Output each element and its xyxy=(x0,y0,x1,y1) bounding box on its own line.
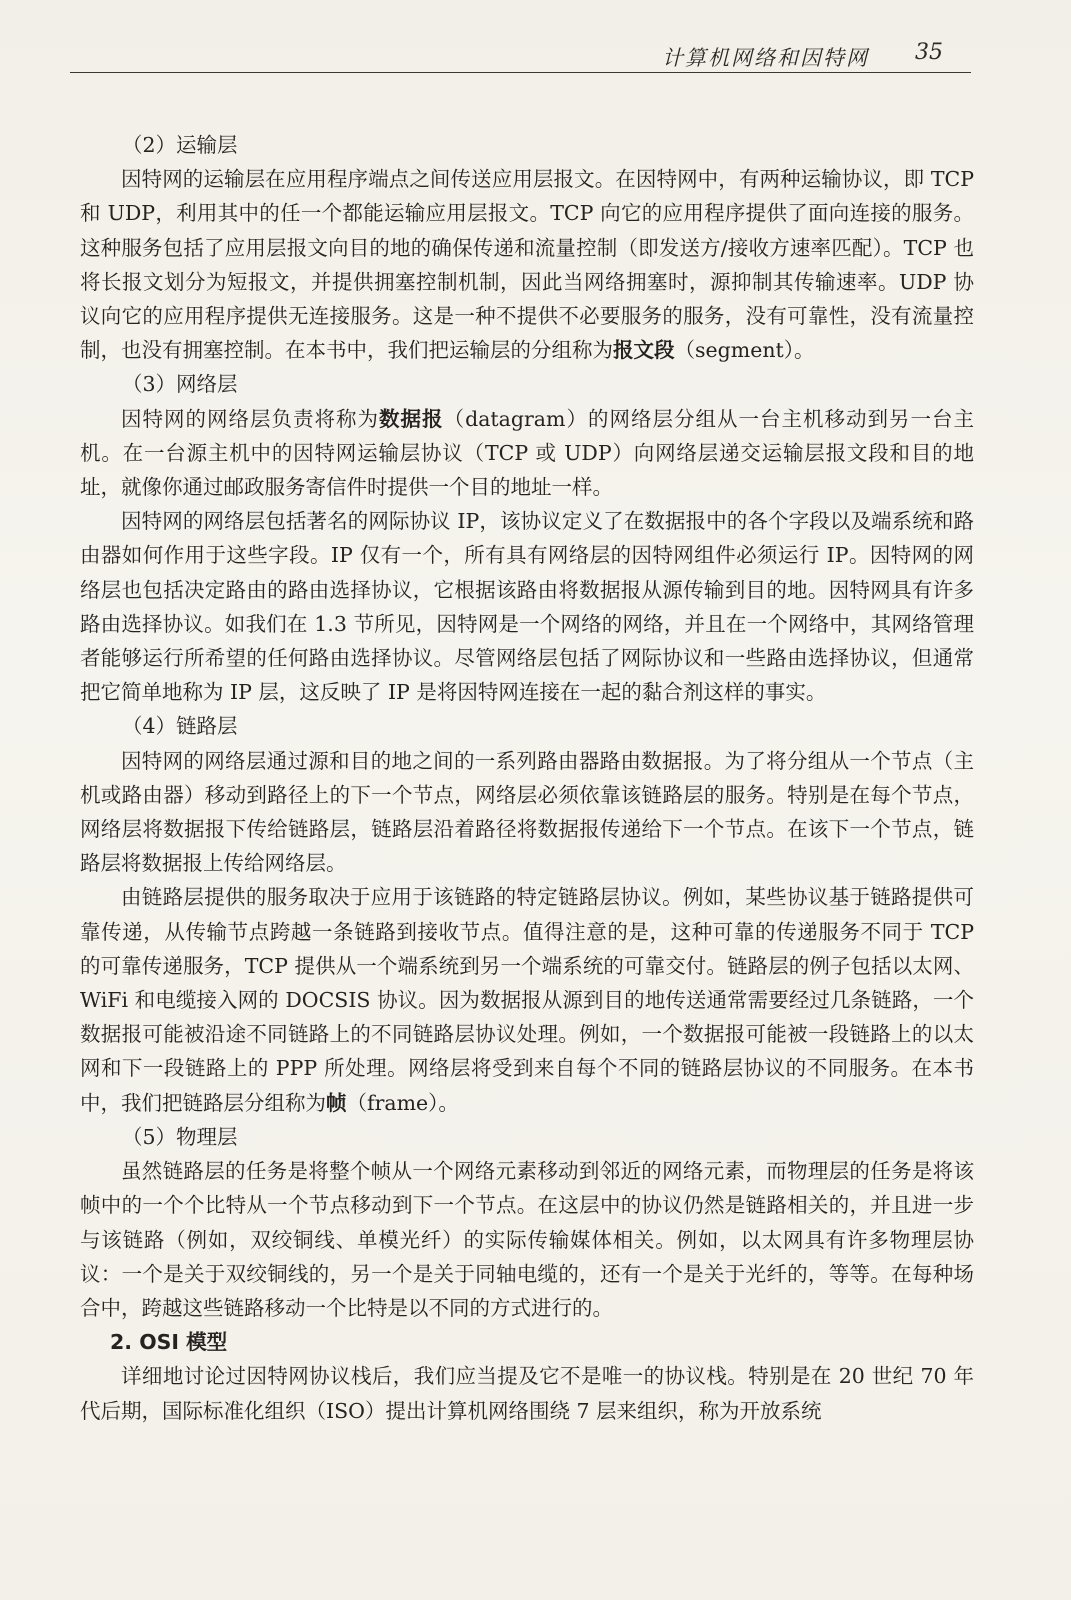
paragraph-link-layer-2 xyxy=(80,880,974,1119)
term-frame: 帧 xyxy=(326,1090,347,1115)
paragraph-text: （segment）。 xyxy=(674,338,815,363)
running-header xyxy=(70,38,971,73)
paragraph-network-layer-2: 因特网的网络层包括著名的网际协议 IP，该协议定义了在数据报中的各个字段以及端系统和路由器如何作用于这些字段。IP 仅有一个，所有具有网络层的因特网组件必须运行 IP。因特网的网络层也包括决定路由的路由选择协议，它根据该路由将数据报从源传输到目的地。因特网具有许多路由选择协议。如我们在 1.3 节所见，因特网是一个网络的网络，并且在一个网络中，其网络管理者能够运行所希望的任何路由选择协议。尽管网络层包括了网际协议和一些路由选择协议，但通常把它简单地称为 IP 层，这反映了 IP 是将因特网连接在一起的黏合剂这样的事实。 xyxy=(80,509,974,705)
running-header-title: 计算机网络和因特网 xyxy=(662,46,869,70)
paragraph-osi-model: 详细地讨论过因特网协议栈后，我们应当提及它不是唯一的协议栈。特别是在 20 世纪 70 年代后期，国际标准化组织（ISO）提出计算机网络围绕 7 层来组织，称为开放系统 xyxy=(80,1364,974,1423)
page-number: 35 xyxy=(915,40,943,65)
paragraph-network-layer-1 xyxy=(80,402,974,505)
paragraph-text: 因特网的网络层负责将称为 xyxy=(121,406,380,431)
heading-physical-layer: （5）物理层 xyxy=(122,1124,238,1149)
heading-network-layer: （3）网络层 xyxy=(122,372,238,397)
heading-transport-layer: （2）运输层 xyxy=(122,133,238,157)
heading-osi-model: 2. OSI 模型 xyxy=(110,1330,228,1355)
page-body xyxy=(80,128,974,1428)
paragraph-physical-layer: 虽然链路层的任务是将整个帧从一个网络元素移动到邻近的网络元素，而物理层的任务是将该帧中的一个个比特从一个节点移动到下一个节点。在这层中的协议仍然是链路相关的，并且进一步与该链路（例如，双绞铜线、单模光纤）的实际传输媒体相关。例如，以太网具有许多物理层协议：一个是关于双绞铜线的，另一个是关于同轴电缆的，还有一个是关于光纤的，等等。在每种场合中，跨越这些链路移动一个比特是以不同的方式进行的。 xyxy=(80,1159,974,1320)
heading-link-layer: （4）链路层 xyxy=(122,714,238,739)
paragraph-transport-layer xyxy=(80,162,974,367)
term-segment: 报文段 xyxy=(613,338,675,363)
paragraph-text: 因特网的运输层在应用程序端点之间传送应用层报文。在因特网中，有两种运输协议，即 TCP 和 UDP，利用其中的任一个都能运输应用层报文。TCP 向它的应用程序提供了面向连接的服务。这种服务包括了应用层报文向目的地的确保传递和流量控制（即发送方/接收方速率匹配）。TCP 也将长报文划分为短报文，并提供拥塞控制机制，因此当网络拥塞时，源抑制其传输速率。UDP 协议向它的应用程序提供无连接服务。这是一种不提供不必要服务的服务，没有可靠性，没有流量控制，也没有拥塞控制。在本书中，我们把运输层的分组称为 xyxy=(80,167,974,363)
term-datagram: 数据报 xyxy=(379,406,444,431)
paragraph-link-layer-1: 因特网的网络层通过源和目的地之间的一系列路由器路由数据报。为了将分组从一个节点（主机或路由器）移动到路径上的下一个节点，网络层必须依靠该链路层的服务。特别是在每个节点，网络层将数据报下传给链路层，链路层沿着路径将数据报传递给下一个节点。在该下一个节点，链路层将数据报上传给网络层。 xyxy=(80,748,974,876)
paragraph-text: 由链路层提供的服务取决于应用于该链路的特定链路层协议。例如，某些协议基于链路提供可靠传递，从传输节点跨越一条链路到接收节点。值得注意的是，这种可靠的传递服务不同于 TCP 的可靠传递服务，TCP 提供从一个端系统到另一个端系统的可靠交付。链路层的例子包括以太网、WiFi 和电缆接入网的 DOCSIS 协议。因为数据报从源到目的地传送通常需要经过几条链路，一个数据报可能被沿途不同链路上的不同链路层协议处理。例如，一个数据报可能被一段链路上的以太网和下一段链路上的 PPP 所处理。网络层将受到来自每个不同的链路层协议的不同服务。在本书中，我们把链路层分组称为 xyxy=(80,885,974,1115)
paragraph-text: （frame）。 xyxy=(346,1090,459,1115)
paragraph-text: （datagram）的网络层分组从一台主机移动到另一台主机。在一台源主机中的因特网运输层协议（TCP 或 UDP）向网络层递交运输层报文段和目的地址，就像你通过邮政服务寄信件时提供一个目的地址一样。 xyxy=(80,406,975,500)
